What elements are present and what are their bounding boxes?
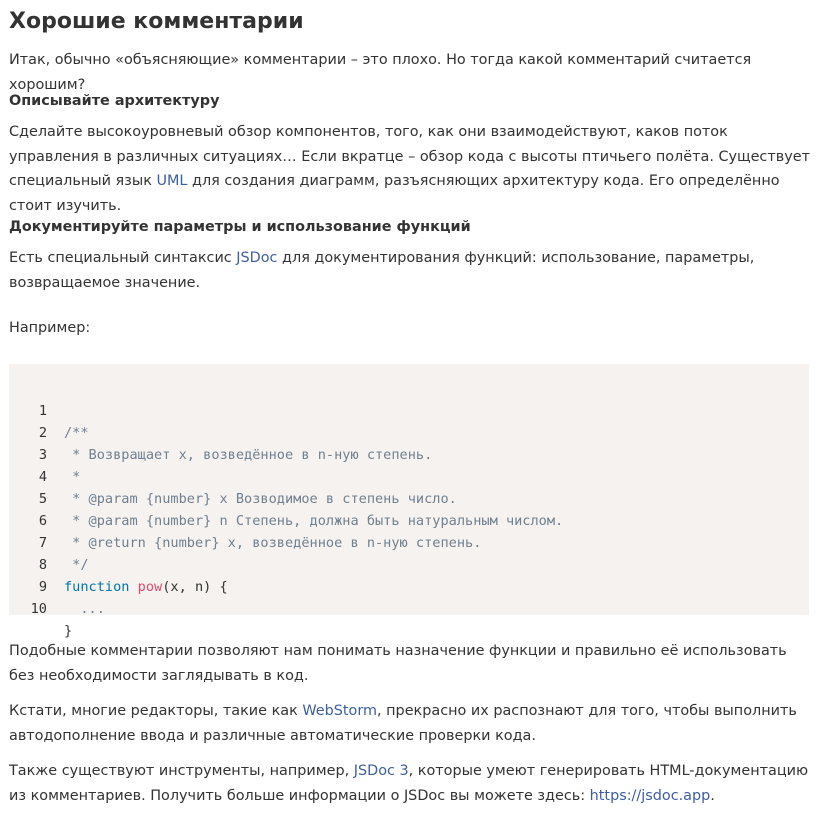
webstorm-link[interactable]: WebStorm	[302, 703, 377, 719]
line-number: 6	[38, 513, 47, 529]
editors-text-end: , прекрасно их распознают для того, чтобы выполнить автодополнение ввода и различные автоматические проверки кода.	[9, 703, 797, 744]
code-block	[9, 364, 809, 639]
jsdoc-paragraph	[9, 246, 815, 295]
tools-paragraph	[9, 759, 815, 808]
line-number: 1	[38, 403, 47, 419]
jsdoc-link[interactable]: JSDoc	[236, 250, 278, 266]
code-text: */	[64, 557, 89, 573]
code-params: (x, n) {	[162, 579, 228, 595]
code-text: *	[64, 469, 81, 485]
line-number: 2	[38, 425, 47, 441]
architecture-paragraph	[9, 120, 815, 218]
tools-text-start: Также существуют инструменты, например,	[9, 763, 354, 779]
code-line	[9, 532, 228, 595]
line-number: 3	[38, 447, 47, 463]
editors-text-start: Кстати, многие редакторы, такие как	[9, 703, 303, 719]
architecture-text-end: для создания диаграмм, разъясняющих архитектуру кода. Его определённо стоит изучить.	[9, 173, 780, 214]
line-number: 9	[38, 579, 47, 595]
uml-link[interactable]: UML	[156, 173, 188, 189]
line-number: 8	[38, 557, 47, 573]
jsdoc-text-end: для документирования функций: использование, параметры, возвращаемое значение.	[9, 250, 755, 291]
code-text: /**	[64, 425, 89, 441]
jsdoc3-link[interactable]: JSDoc 3	[353, 763, 409, 779]
code-text: * @return {number} x, возведённое в n-ную степень.	[64, 535, 482, 551]
code-text: ...	[64, 601, 105, 617]
code-line	[9, 510, 89, 573]
line-number: 5	[38, 491, 47, 507]
code-line	[9, 422, 81, 485]
code-line	[9, 378, 89, 441]
architecture-text-start: Сделайте высокоуровневый обзор компонентов, того, как они взаимодействуют, каков поток управления в различных ситуациях… Если вкратце – обзор кода с высоты птичьего полёта. Существует специальный язык	[9, 124, 810, 189]
page-title: Хорошие комментарии	[9, 9, 304, 34]
example-label: Например:	[9, 320, 91, 336]
code-text: * @param {number} n Степень, должна быть натуральным числом.	[64, 513, 564, 529]
line-number: 10	[30, 601, 47, 617]
tools-text-middle: , которые умеют генерировать HTML-документацию из комментариев. Получить больше информации о JSDoc вы можете здесь:	[9, 763, 809, 804]
code-line	[9, 400, 433, 463]
code-text: * @param {number} x Возводимое в степень число.	[64, 491, 457, 507]
code-keyword: function	[64, 579, 130, 595]
code-text: }	[64, 623, 73, 639]
jsdoc-site-link[interactable]: https://jsdoc.app	[589, 787, 711, 804]
editors-paragraph	[9, 699, 815, 748]
code-function-name: pow	[137, 579, 163, 595]
section-title-functions: Документируйте параметры и использование функций	[9, 219, 471, 235]
line-number: 4	[38, 469, 47, 485]
line-number: 7	[38, 535, 47, 551]
intro-paragraph: Итак, обычно «объясняющие» комментарии – это плохо. Но тогда какой комментарий считается хорошим?	[9, 52, 752, 93]
usage-paragraph: Подобные комментарии позволяют нам понимать назначение функции и правильно её использовать без необходимости заглядывать в код.	[9, 643, 787, 684]
code-text	[64, 576, 228, 598]
code-line	[9, 576, 73, 639]
tools-text-end: .	[710, 787, 715, 804]
jsdoc-text-start: Есть специальный синтаксис	[9, 250, 237, 266]
code-text: * Возвращает x, возведённое в n-ную степень.	[64, 447, 433, 463]
section-title-architecture: Описывайте архитектуру	[9, 93, 220, 109]
